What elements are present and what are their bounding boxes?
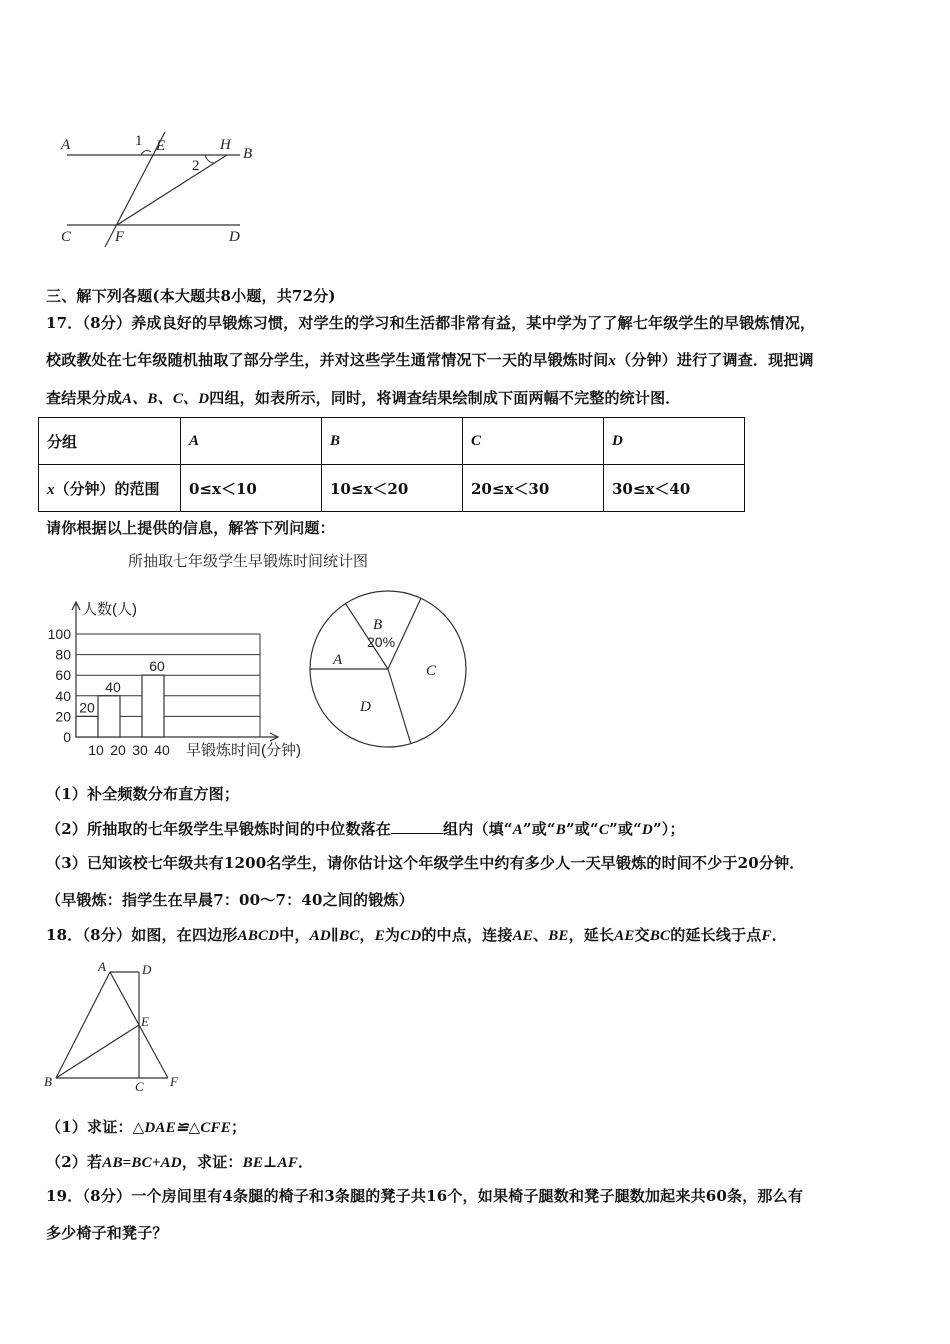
label-a: A xyxy=(61,137,71,153)
q17-sub-2-text-b: 组内（填“ xyxy=(443,820,513,838)
label-a: A xyxy=(98,959,106,974)
q18-text: ， xyxy=(359,926,375,944)
label-f: F xyxy=(115,229,125,245)
table-row xyxy=(39,418,745,465)
option-sep: ”或“ xyxy=(565,820,599,838)
table-cell: 10≤x＜20 xyxy=(322,465,463,512)
option-sep: ”或“ xyxy=(609,820,642,838)
label-c: C xyxy=(135,1079,144,1093)
y-tick-label: 80 xyxy=(55,646,71,663)
x-tick-label: 10 xyxy=(88,742,104,758)
q18-text: 交 xyxy=(634,926,650,944)
q18-text: ，延长 xyxy=(568,926,615,944)
option-a: A xyxy=(512,822,523,838)
pie-slice-label: C xyxy=(426,663,437,679)
q18-sub-2-text: （2）若 xyxy=(46,1153,103,1171)
q18-ad-parallel-bc: AD∥BC xyxy=(309,928,360,944)
table-cell: 20≤x＜30 xyxy=(463,465,604,512)
q17-prompt: 请你根据以上提供的信息，解答下列问题： xyxy=(46,519,335,537)
q17-line-2-text-b: （分钟）进行了调查．现把调 xyxy=(616,351,814,369)
x-tick-label: 20 xyxy=(110,742,126,758)
option-c: C xyxy=(598,822,610,838)
q19-line-1: 19．（8分）一个房间里有4条腿的椅子和3条腿的凳子共16个，如果椅子腿数和凳子腿数加起来共60条，那么有 xyxy=(46,1187,804,1205)
label-1: 1 xyxy=(135,133,143,149)
label-d: D xyxy=(142,962,152,977)
y-tick-label: 100 xyxy=(47,626,71,642)
q18-sub-2-text: ． xyxy=(298,1153,314,1171)
q17-line-3 xyxy=(46,387,680,408)
pie-slice-percent: 20% xyxy=(367,634,396,650)
q18-sub-1-text: （1）求证： xyxy=(46,1118,133,1136)
histogram-bar xyxy=(142,675,164,737)
q18-text: 中， xyxy=(279,926,310,944)
label-b: B xyxy=(44,1074,52,1089)
table-cell: D xyxy=(604,418,745,465)
y-axis-label: 人数(人) xyxy=(82,601,137,618)
answer-blank[interactable] xyxy=(391,819,443,834)
y-tick-label: 0 xyxy=(63,729,71,745)
table-cell: 0≤x＜10 xyxy=(181,465,322,512)
quadrilateral-figure xyxy=(40,958,190,1093)
q18-be: BE xyxy=(548,928,569,944)
q18-abcd: ABCD xyxy=(237,928,280,944)
pie-slice-label: D xyxy=(360,699,371,715)
q18-text: 的中点，连接 xyxy=(421,926,513,944)
q18-sub-2-text: ，求证： xyxy=(181,1153,243,1171)
bar-data-label: 40 xyxy=(105,678,121,695)
q19-line-2: 多少椅子和凳子？ xyxy=(46,1224,168,1242)
label-f: F xyxy=(170,1074,178,1089)
segment-be xyxy=(56,1025,139,1078)
bar-data-label: 20 xyxy=(79,699,95,716)
parallel-lines-figure xyxy=(55,128,265,253)
q17-line-2-text-a: 校政教处在七年级随机抽取了部分学生，并对这些学生通常情况下一天的早锻炼时间 xyxy=(46,351,609,369)
q18-cd: CD xyxy=(400,928,422,944)
table-row xyxy=(39,465,745,512)
q17-sub-2-text-c: ”）； xyxy=(652,820,685,838)
row-label-rest: （分钟）的范围 xyxy=(54,479,160,498)
x-axis-label: 早锻炼时间(分钟) xyxy=(186,742,301,759)
histogram-bar xyxy=(76,716,98,737)
section-title: 三、解下列各题(本大题共8小题，共72分) xyxy=(46,287,336,305)
label-e: E xyxy=(156,138,166,154)
pie-chart xyxy=(310,591,466,747)
bar-data-label: 60 xyxy=(149,658,165,675)
label-2: 2 xyxy=(192,158,200,174)
q17-line-1: 17．（8分）养成良好的早锻炼习惯，对学生的学习和生活都非常有益，某中学为了了解七年级学生的早锻炼情况， xyxy=(46,314,816,332)
q17-sub-2 xyxy=(46,818,685,839)
q18-condition: AB=BC+AD xyxy=(102,1155,182,1171)
q18-text: ． xyxy=(771,926,787,944)
q18-perpendicular: BE⊥AF xyxy=(242,1155,299,1171)
option-sep: ”或“ xyxy=(522,820,556,838)
q18-ae: AE xyxy=(614,928,635,944)
q18-f: F xyxy=(761,928,772,944)
label-h: H xyxy=(220,137,231,153)
x-tick-label: 40 xyxy=(154,742,170,758)
y-tick-label: 20 xyxy=(55,708,71,725)
q17-line-2 xyxy=(46,349,814,370)
q18-sub-1 xyxy=(46,1116,246,1137)
table-cell xyxy=(39,465,181,512)
q18-bc: BC xyxy=(649,928,671,944)
q17-sub-1: （1）补全频数分布直方图； xyxy=(46,785,240,803)
statistics-charts xyxy=(38,548,488,760)
angle-2-arc xyxy=(205,155,214,163)
q18-line-1 xyxy=(46,924,787,945)
pie-slice-label: A xyxy=(333,652,343,668)
label-e: E xyxy=(141,1014,149,1029)
segment-ab xyxy=(56,972,110,1078)
histogram xyxy=(48,601,301,759)
q17-line-3-text-a: 查结果分成 xyxy=(46,389,123,407)
table-cell: 分组 xyxy=(39,418,181,465)
q17-sub-3: （3）已知该校七年级共有1200名学生，请你估计这个年级学生中约有多少人一天早锻炼的时间不少于20分钟． xyxy=(46,854,805,872)
q18-congruence: △DAE≌△CFE xyxy=(132,1120,231,1136)
q18-sub-1-text: ； xyxy=(230,1118,247,1136)
q18-sub-2 xyxy=(46,1151,313,1172)
q17-sub-2-text-a: （2）所抽取的七年级学生早锻炼时间的中位数落在 xyxy=(46,820,392,838)
option-d: D xyxy=(641,822,653,838)
group-table xyxy=(38,417,745,512)
table-cell: C xyxy=(463,418,604,465)
q18-text: 的延长线于点 xyxy=(670,926,762,944)
table-cell: B xyxy=(322,418,463,465)
angle-1-arc xyxy=(141,151,151,155)
y-tick-label: 40 xyxy=(55,687,71,704)
option-b: B xyxy=(555,822,566,838)
x-tick-label: 30 xyxy=(132,742,148,758)
chart-title: 所抽取七年级学生早锻炼时间统计图 xyxy=(128,553,369,570)
y-tick-label: 60 xyxy=(55,667,71,684)
label-d: D xyxy=(229,229,240,245)
label-b: B xyxy=(243,146,253,162)
q17-line-3-text-b: 四组，如表所示，同时，将调查结果绘制成下面两幅不完整的统计图． xyxy=(209,389,681,407)
label-c: C xyxy=(61,229,72,245)
q17-var-x: x xyxy=(608,353,617,369)
table-cell: A xyxy=(181,418,322,465)
row-label-var: x xyxy=(47,481,55,498)
table-cell: 30≤x＜40 xyxy=(604,465,745,512)
line-fh xyxy=(117,155,227,225)
q17-note: （早锻炼：指学生在早晨7：00～7：40之间的锻炼） xyxy=(46,891,414,909)
q18-text: 为 xyxy=(384,926,401,944)
q17-groups: A、B、C、D xyxy=(122,391,210,407)
histogram-bar xyxy=(98,696,120,737)
q18-text: 18．（8分）如图，在四边形 xyxy=(46,926,238,944)
q18-e: E xyxy=(374,928,385,944)
q18-ae: AE xyxy=(512,928,533,944)
q18-text: 、 xyxy=(532,926,549,944)
pie-slice-label: B xyxy=(373,617,383,633)
